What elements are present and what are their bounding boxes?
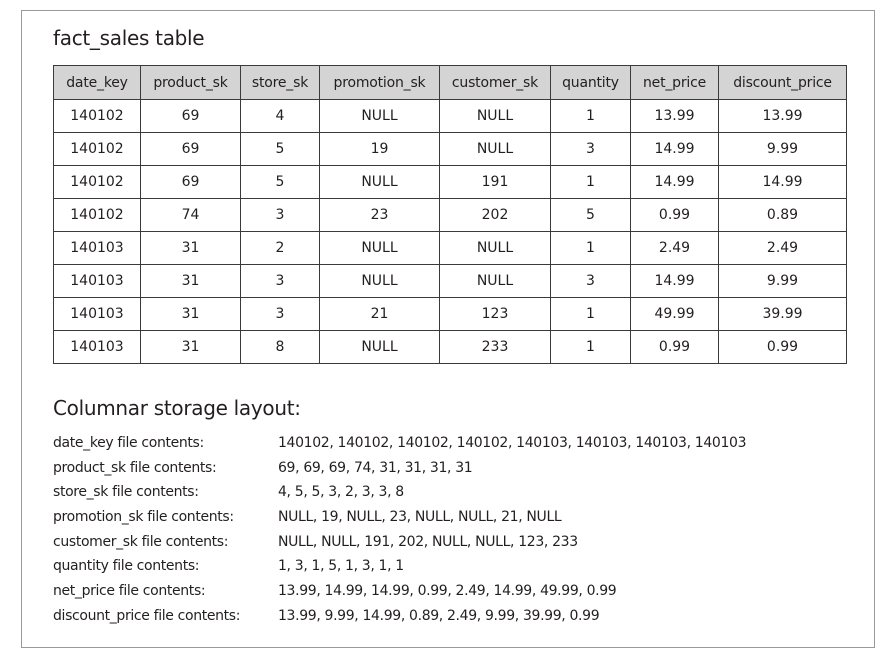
table-title: fact_sales table xyxy=(53,26,205,50)
file-row-net-price xyxy=(53,579,853,604)
column-header: quantity xyxy=(551,66,631,100)
table-cell: 13.99 xyxy=(719,100,847,133)
fact-sales-table xyxy=(53,65,847,364)
table-cell: 140102 xyxy=(54,166,141,199)
table-cell: 3 xyxy=(551,133,631,166)
table-cell: 3 xyxy=(241,199,320,232)
table-cell: NULL xyxy=(440,232,551,265)
table-cell: 2.49 xyxy=(719,232,847,265)
table-row xyxy=(54,265,847,298)
file-label: discount_price file contents: xyxy=(53,607,241,624)
column-header: customer_sk xyxy=(440,66,551,100)
table-cell: NULL xyxy=(320,100,440,133)
table-cell: 5 xyxy=(241,133,320,166)
table-cell: NULL xyxy=(440,265,551,298)
table-cell: 2 xyxy=(241,232,320,265)
table-cell: 140103 xyxy=(54,298,141,331)
file-label: product_sk file contents: xyxy=(53,459,217,476)
file-values: 1, 3, 1, 5, 1, 3, 1, 1 xyxy=(278,558,404,575)
columnar-layout-title: Columnar storage layout: xyxy=(53,396,301,420)
file-row-customer-sk xyxy=(53,530,853,555)
table-cell: 69 xyxy=(141,100,241,133)
file-values: NULL, 19, NULL, 23, NULL, NULL, 21, NULL xyxy=(278,509,562,526)
table-cell: 2.49 xyxy=(631,232,719,265)
table-cell: 14.99 xyxy=(631,265,719,298)
table-cell: 140102 xyxy=(54,199,141,232)
table-row xyxy=(54,133,847,166)
column-header: net_price xyxy=(631,66,719,100)
table-cell: NULL xyxy=(320,265,440,298)
table-cell: 3 xyxy=(241,265,320,298)
table-cell: 31 xyxy=(141,331,241,364)
table-cell: 14.99 xyxy=(719,166,847,199)
table-cell: 140103 xyxy=(54,265,141,298)
table-row xyxy=(54,100,847,133)
table-cell: 23 xyxy=(320,199,440,232)
table-cell: 0.99 xyxy=(631,331,719,364)
table-cell: 14.99 xyxy=(631,166,719,199)
table-cell: 31 xyxy=(141,265,241,298)
table-cell: 31 xyxy=(141,232,241,265)
table-cell: 5 xyxy=(241,166,320,199)
file-row-discount-price xyxy=(53,604,853,629)
table-cell: NULL xyxy=(440,100,551,133)
column-header: discount_price xyxy=(719,66,847,100)
file-label: customer_sk file contents: xyxy=(53,533,229,550)
table-cell: 1 xyxy=(551,232,631,265)
file-label: promotion_sk file contents: xyxy=(53,509,234,526)
table-row xyxy=(54,298,847,331)
table-cell: 69 xyxy=(141,133,241,166)
table-cell: 140103 xyxy=(54,331,141,364)
table-cell: 1 xyxy=(551,331,631,364)
table-cell: 202 xyxy=(440,199,551,232)
table-cell: 123 xyxy=(440,298,551,331)
table-cell: 74 xyxy=(141,199,241,232)
file-row-product-sk xyxy=(53,456,853,481)
table-cell: 1 xyxy=(551,298,631,331)
table-cell: 3 xyxy=(551,265,631,298)
table-cell: 3 xyxy=(241,298,320,331)
table-cell: 21 xyxy=(320,298,440,331)
table-cell: 9.99 xyxy=(719,265,847,298)
table-cell: 69 xyxy=(141,166,241,199)
file-values: 140102, 140102, 140102, 140102, 140103, 140103, 140103, 140103 xyxy=(278,435,747,451)
table-cell: 19 xyxy=(320,133,440,166)
file-label: store_sk file contents: xyxy=(53,484,199,501)
table-cell: 191 xyxy=(440,166,551,199)
table-row xyxy=(54,166,847,199)
table-cell: 14.99 xyxy=(631,133,719,166)
table-cell: 13.99 xyxy=(631,100,719,133)
file-row-date-key xyxy=(53,431,853,456)
table-cell: 49.99 xyxy=(631,298,719,331)
table-cell: 39.99 xyxy=(719,298,847,331)
table-row xyxy=(54,331,847,364)
table-cell: 1 xyxy=(551,166,631,199)
table-cell: 8 xyxy=(241,331,320,364)
file-label: quantity file contents: xyxy=(53,558,200,575)
file-values: NULL, NULL, 191, 202, NULL, NULL, 123, 233 xyxy=(278,533,578,550)
table-cell: 140102 xyxy=(54,133,141,166)
file-label: date_key file contents: xyxy=(53,435,204,451)
file-row-promotion-sk xyxy=(53,505,853,530)
table-cell: 4 xyxy=(241,100,320,133)
table-cell: NULL xyxy=(440,133,551,166)
table-cell: 1 xyxy=(551,100,631,133)
column-header: store_sk xyxy=(241,66,320,100)
column-header: promotion_sk xyxy=(320,66,440,100)
column-header: product_sk xyxy=(141,66,241,100)
file-row-store-sk xyxy=(53,480,853,505)
table-cell: 0.89 xyxy=(719,199,847,232)
file-row-quantity xyxy=(53,554,853,579)
table-cell: 0.99 xyxy=(719,331,847,364)
table-row xyxy=(54,199,847,232)
table-cell: 9.99 xyxy=(719,133,847,166)
file-values: 13.99, 14.99, 14.99, 0.99, 2.49, 14.99, 49.99, 0.99 xyxy=(278,583,617,600)
table-cell: NULL xyxy=(320,232,440,265)
table-cell: NULL xyxy=(320,331,440,364)
table-cell: 233 xyxy=(440,331,551,364)
table-cell: NULL xyxy=(320,166,440,199)
table-cell: 5 xyxy=(551,199,631,232)
table-header-row xyxy=(54,66,847,100)
file-values: 69, 69, 69, 74, 31, 31, 31, 31 xyxy=(278,459,473,476)
file-label: net_price file contents: xyxy=(53,583,206,600)
column-header: date_key xyxy=(54,66,141,100)
table-cell: 140103 xyxy=(54,232,141,265)
table-cell: 0.99 xyxy=(631,199,719,232)
table-cell: 140102 xyxy=(54,100,141,133)
file-values: 13.99, 9.99, 14.99, 0.89, 2.49, 9.99, 39.99, 0.99 xyxy=(278,607,600,624)
file-contents-list xyxy=(53,431,853,629)
table-cell: 31 xyxy=(141,298,241,331)
table-row xyxy=(54,232,847,265)
file-values: 4, 5, 5, 3, 2, 3, 3, 8 xyxy=(278,484,404,501)
